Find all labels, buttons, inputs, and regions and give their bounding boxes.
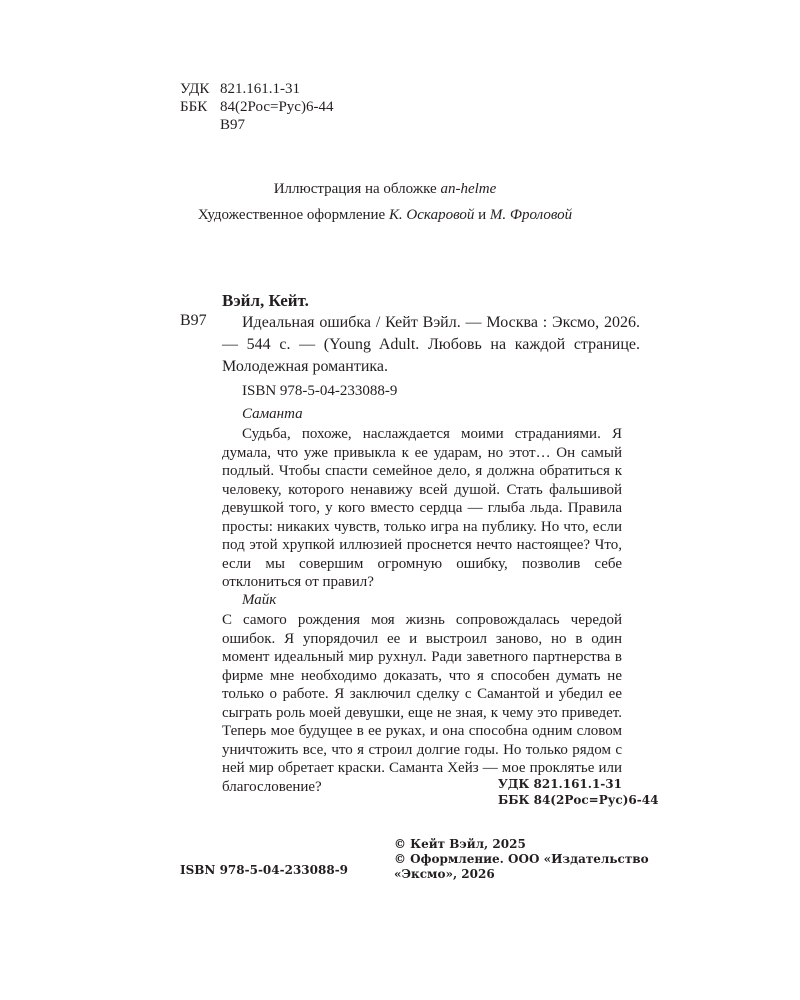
bottom-udk: УДК 821.161.1-31 (498, 777, 622, 791)
udk-value: 821.161.1-31 (220, 81, 300, 97)
credits-block (160, 180, 610, 232)
illustration-credit: Иллюстрация на обложке an-helme (273, 181, 497, 197)
designer-1-name: К. Оскаровой (388, 207, 475, 223)
bottom-isbn: ISBN 978-5-04-233088-9 (180, 863, 349, 877)
copyright-block (394, 837, 654, 882)
design-credit: Художественное оформление К. Оскаровой и М. Фроловой (197, 207, 573, 223)
bottom-classification (498, 776, 658, 808)
bbk-label: ББК (180, 99, 208, 115)
udk-label: УДК (180, 81, 210, 97)
classification-block (180, 80, 333, 134)
author-heading: Вэйл, Кейт. (222, 291, 309, 310)
mike-heading: Майк (242, 592, 277, 608)
copyright-author: © Кейт Вэйл, 2025 (394, 837, 526, 851)
samantha-annotation: Судьба, похоже, наслаждается моими страданиями. Я думала, что уже привыкла к ее ударам, но этот… Он самый подлый. Чтобы спасти семейное дело, я должна обратиться к человеку, которого ненавижу всей душой. Стать фальшивой девушкой того, у кого вместо сердца — глыба льда. Правила просты: никаких чувств, только игра на публику. Но что, если под этой хрупкой иллюзией проснется нечто настоящее? Что, если мы совершим огромную ошибку, позволив себе отклониться от правил? (222, 426, 622, 590)
illustrator-name: an-helme (440, 181, 497, 197)
designer-2-name: М. Фроловой (489, 207, 573, 223)
bbk-value: 84(2Рос=Рус)6-44 (220, 99, 334, 115)
author-code-top: В97 (220, 117, 246, 133)
mike-annotation: С самого рождения моя жизнь сопровождалась чередой ошибок. Я упорядочил ее и выстроил заново, но в один момент идеальный мир рухнул. Ради заветного партнерства в фирме мне необходимо доказать, что я способен думать не только о работе. Я заключил сделку с Самантой и убедил ее сыграть роль моей девушки, еще не зная, к чему это приведет. Теперь мое будущее в ее руках, и она способна одним словом уничтожить все, что я строил долгие годы. Но только рядом с ней мир обретает краски. Саманта Хейз — мое проклятье или благословение? (222, 612, 622, 795)
copyright-design: © Оформление. ООО «Издательство «Эксмо», 2026 (394, 852, 649, 881)
record-isbn: ISBN 978-5-04-233088-9 (242, 383, 398, 399)
author-code-margin: В97 (180, 312, 207, 329)
samantha-heading: Саманта (242, 406, 303, 422)
bottom-bbk: ББК 84(2Рос=Рус)6-44 (498, 793, 659, 807)
bibliographic-description: Идеальная ошибка / Кейт Вэйл. — Москва : Эксмо, 2026. — 544 с. — (Young Adult. Любовь на каждой странице. Молодежная романтика. (222, 314, 640, 375)
